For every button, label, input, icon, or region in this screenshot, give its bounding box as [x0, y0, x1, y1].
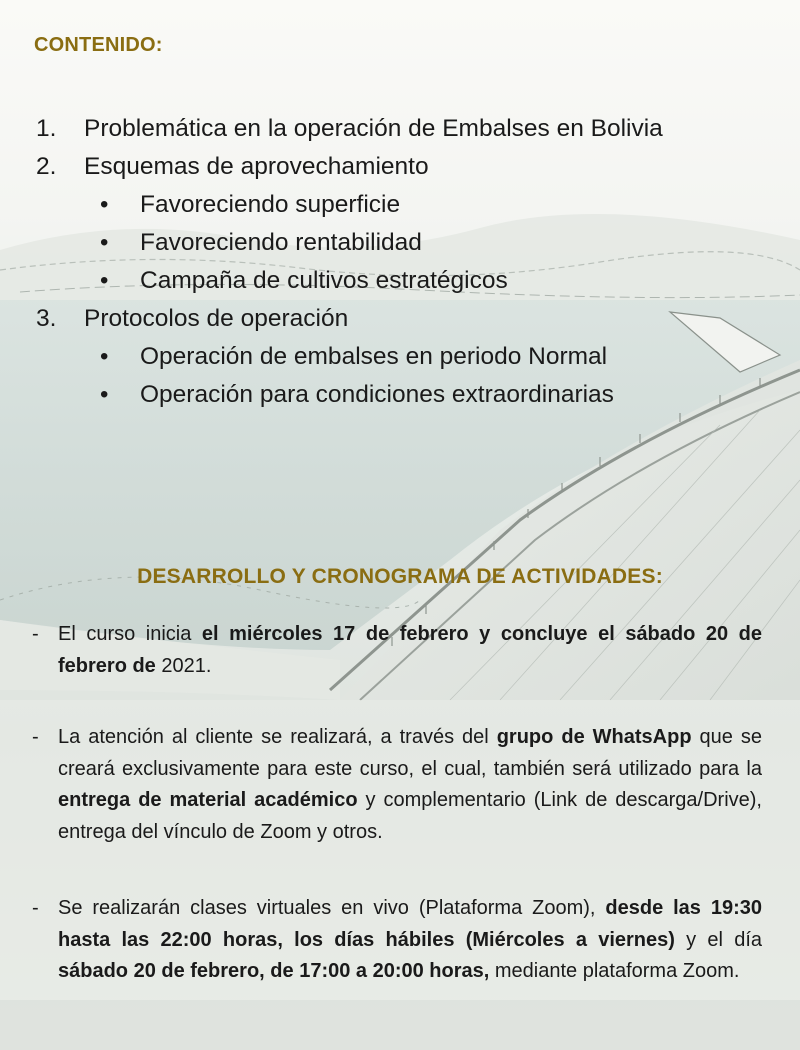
sub-item [36, 338, 776, 376]
item-text: Problemática en la operación de Embalses en Bolivia [84, 115, 663, 142]
contenido-heading: CONTENIDO: [34, 34, 163, 56]
schedule-paragraph [32, 619, 762, 682]
sub-item [36, 224, 776, 262]
bold-segment: grupo de WhatsApp [496, 726, 692, 748]
bullet: • [100, 381, 109, 408]
paragraph-text [58, 893, 762, 988]
text-segment: mediante plataforma Zoom. [489, 960, 740, 982]
classes-paragraph [32, 893, 762, 988]
contenido-list [36, 110, 776, 414]
dash-bullet: - [32, 726, 39, 748]
text-segment: La atención al cliente se realizará, a través del [58, 726, 497, 748]
text-segment: y el día [674, 928, 762, 951]
item-text: Protocolos de operación [84, 305, 349, 332]
contenido-item-2 [36, 148, 776, 186]
desarrollo-heading: DESARROLLO Y CRONOGRAMA DE ACTIVIDADES: [137, 565, 663, 588]
item-number: 1. [36, 115, 57, 142]
bold-segment: sábado 20 de febrero, de 17:00 a 20:00 horas, [58, 960, 490, 982]
sub-item-text: Operación de embalses en periodo Normal [140, 343, 608, 370]
paragraph-text [58, 619, 762, 682]
text-segment: 2021. [155, 654, 212, 677]
contenido-item-3 [36, 300, 776, 338]
sub-item [36, 186, 776, 224]
bold-segment: el miércoles 17 de febrero y concluye el sábado 20 de febrero de [58, 623, 763, 677]
item-number: 3. [36, 305, 57, 332]
dash-bullet: - [32, 623, 39, 645]
paragraph-text [58, 722, 762, 848]
text-segment: Se realizarán clases virtuales en vivo (Plataforma Zoom), [58, 897, 606, 919]
dash-bullet: - [32, 897, 39, 919]
bullet: • [100, 267, 109, 294]
sub-item-text: Operación para condiciones extraordinarias [140, 381, 614, 408]
bullet: • [100, 229, 109, 256]
item-number: 2. [36, 153, 57, 180]
text-segment: que se creará exclusivamente para este curso, el cual, también será utilizado para la [58, 726, 762, 780]
contenido-item-1 [36, 110, 776, 148]
bold-segment: entrega de material académico [58, 789, 358, 811]
bullet: • [100, 343, 109, 370]
support-paragraph [32, 722, 762, 848]
sub-item-text: Favoreciendo rentabilidad [140, 229, 422, 256]
sub-item [36, 376, 776, 414]
bold-segment: desde las 19:30 hasta las 22:00 horas, los días hábiles (Miércoles a viernes) [58, 897, 763, 951]
sub-item-text: Favoreciendo superficie [140, 191, 401, 218]
item-text: Esquemas de aprovechamiento [84, 153, 429, 180]
text-segment: El curso inicia [58, 623, 202, 645]
bullet: • [100, 191, 109, 218]
sub-item-text: Campaña de cultivos estratégicos [140, 267, 508, 294]
text-segment: y complementario (Link de descarga/Drive), entrega del vínculo de Zoom y otros. [58, 789, 762, 843]
sub-item [36, 262, 776, 300]
